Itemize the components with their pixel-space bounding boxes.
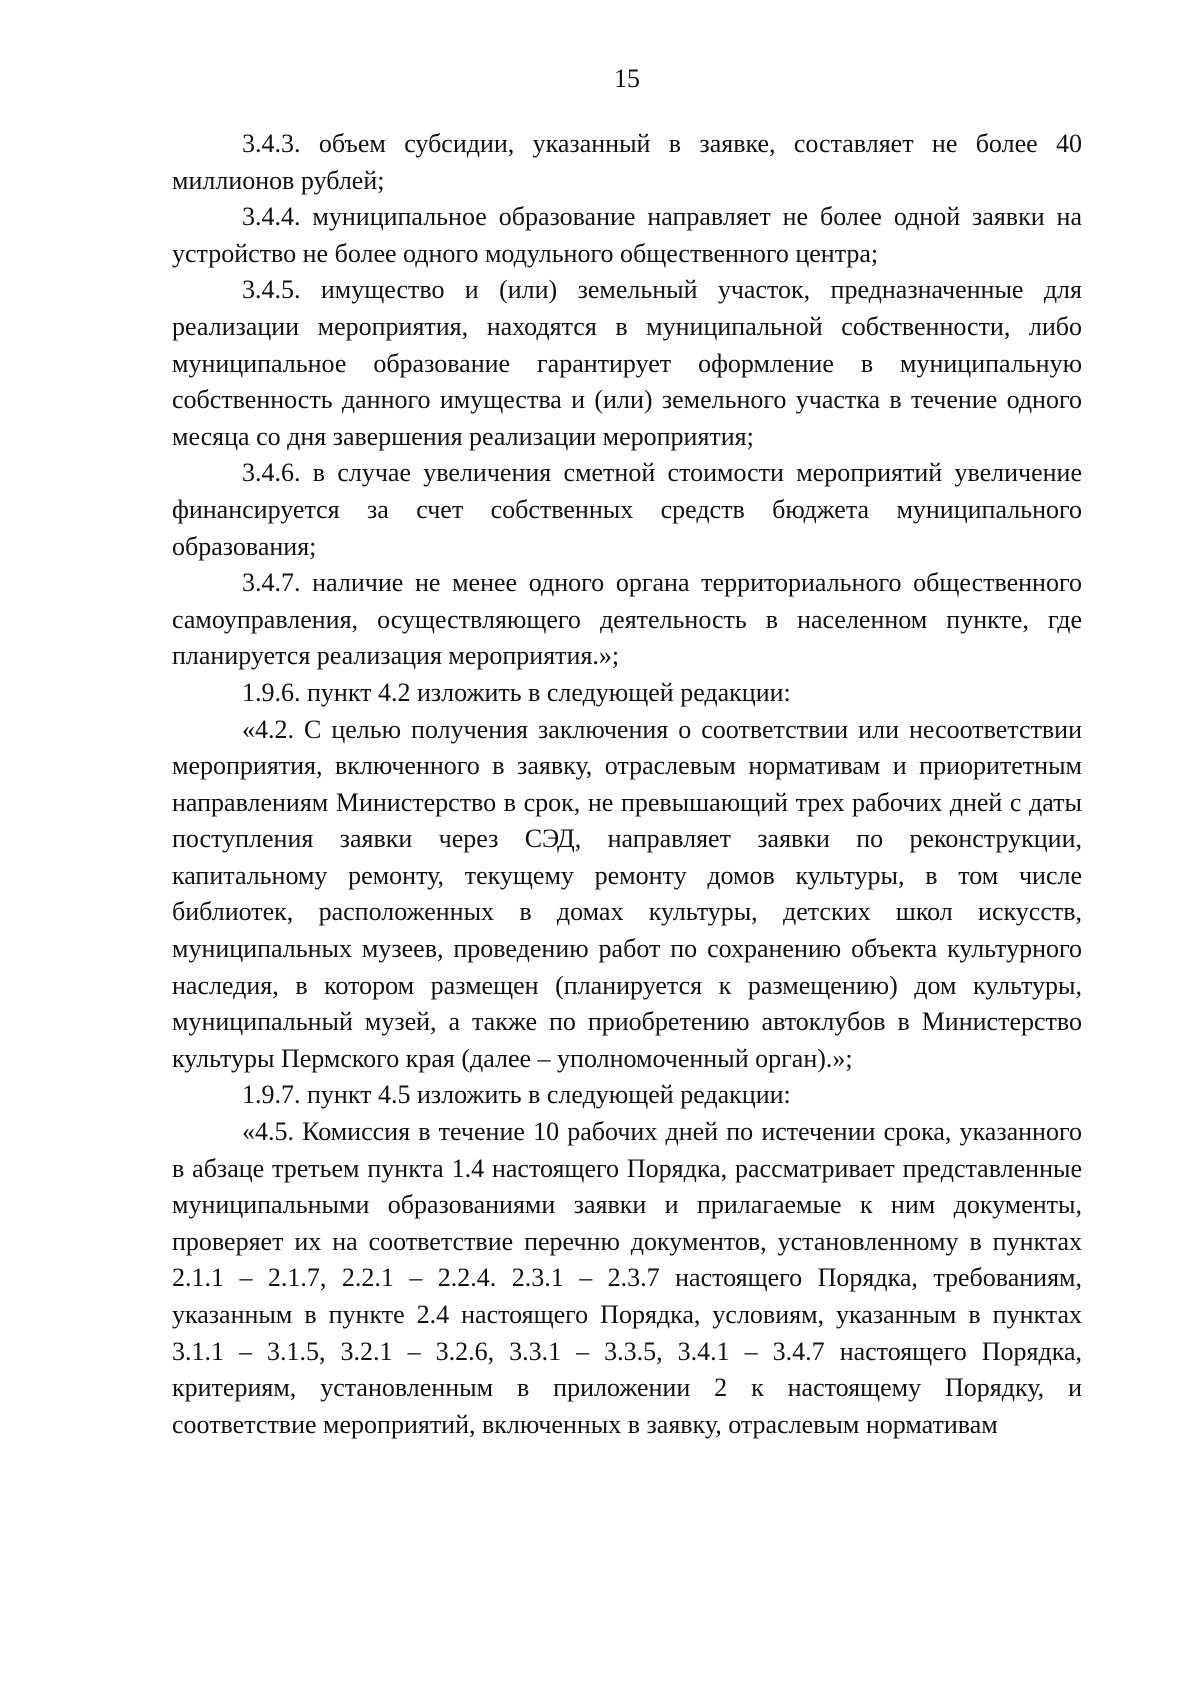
paragraph-4-5: «4.5. Комиссия в течение 10 рабочих дней по истечении срока, указанного в абзаце третьем пункта 1.4 настоящего Порядка, рассматривает представленные муниципальными образованиями заявки и прилагаемые к ним документы, проверяет их на соответствие перечню документов, установленному в пунктах 2.1.1 – 2.1.7, 2.2.1 – 2.2.4. 2.3.1 – 2.3.7 настоящего Порядка, требованиям, указанным в пункте 2.4 настоящего Порядка, условиям, указанным в пунктах 3.1.1 – 3.1.5, 3.2.1 – 3.2.6, 3.3.1 – 3.3.5, 3.4.1 – 3.4.7 настоящего Порядка, критериям, установленным в приложении 2 к настоящему Порядку, и соответствие мероприятий, включенных в заявку, отраслевым нормативам [172, 1117, 1082, 1439]
paragraph-3-4-6: 3.4.6. в случае увеличения сметной стоимости мероприятий увеличение финансируется за счет собственных средств бюджета муниципального образования; [172, 458, 1082, 561]
document-page [172, 0, 1082, 1701]
paragraph-3-4-5: 3.4.5. имущество и (или) земельный участок, предназначенные для реализации мероприятия, находятся в муниципальной собственности, либо муниципальное образование гарантирует оформление в муниципальную собственность данного имущества и (или) земельного участка в течение одного месяца со дня завершения реализации мероприятия; [172, 275, 1082, 451]
paragraph-1-9-6: 1.9.6. пункт 4.2 изложить в следующей редакции: [242, 677, 791, 707]
paragraph-3-4-3: 3.4.3. объем субсидии, указанный в заявке, составляет не более 40 миллионов рублей; [172, 129, 1082, 195]
paragraph-3-4-7: 3.4.7. наличие не менее одного органа территориального общественного самоуправления, осуществляющего деятельность в населенном пункте, где планируется реализация мероприятия.»; [172, 568, 1082, 671]
paragraph-4-2: «4.2. С целью получения заключения о соответствии или несоответствии мероприятия, включенного в заявку, отраслевым нормативам и приоритетным направлениям Министерство в срок, не превышающий трех рабочих дней с даты поступления заявки через СЭД, направляет заявки по реконструкции, капитальному ремонту, текущему ремонту домов культуры, в том числе библиотек, расположенных в домах культуры, детских школ искусств, муниципальных музеев, проведению работ по сохранению объекта культурного наследия, в котором размещен (планируется к размещению) дом культуры, муниципальный музей, а также по приобретению автоклубов в Министерство культуры Пермского края (далее – уполномоченный орган).»; [172, 714, 1082, 1073]
page-number: 15 [614, 64, 640, 93]
paragraph-1-9-7: 1.9.7. пункт 4.5 изложить в следующей редакции: [242, 1080, 791, 1110]
paragraph-3-4-4: 3.4.4. муниципальное образование направляет не более одной заявки на устройство не более одного модульного общественного центра; [172, 202, 1082, 268]
document-body [172, 126, 1082, 1443]
